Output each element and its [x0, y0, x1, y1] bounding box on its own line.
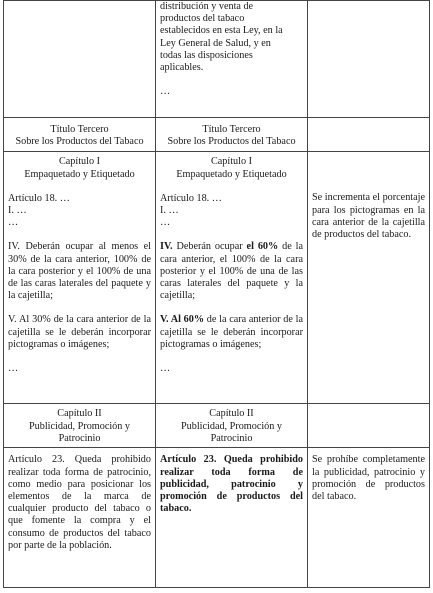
chapter-subtitle: Patrocinio	[58, 432, 101, 444]
table-cell	[4, 404, 156, 448]
section-title: Título Tercero	[50, 124, 109, 135]
text-line: Ley General de Salud, y en	[160, 37, 271, 49]
chapter-subtitle: Publicidad, Promoción y	[180, 420, 283, 432]
cell-text	[160, 1, 303, 98]
table-cell	[4, 448, 156, 588]
text-line: distribución y venta de	[160, 1, 254, 12]
article-text: Artículo 23. Queda prohibido realizar toda forma de patrocinio, como medio para posicionar los elementos de la marca de cualquier producto del tabaco o que fomente la compra y el consumo de productos del tabaco por parte de la población.	[8, 454, 151, 551]
table-cell	[156, 1, 308, 118]
table-row	[4, 404, 430, 448]
table-row	[4, 152, 430, 404]
chapter-title: Capítulo II	[57, 408, 102, 420]
fraccion-v: V. Al 60% de la cara anterior de la cajetilla se le deberán incorporar pictogramas o imágenes;	[160, 314, 303, 350]
table-cell	[308, 1, 430, 118]
section-title: Título Tercero	[202, 124, 261, 135]
table-cell	[4, 118, 156, 152]
table-cell	[308, 404, 430, 448]
fraccion-iv: IV. Deberán ocupar el 60% de la cara anterior, el 100% de la cara posterior y el 100% de una de las caras laterales del paquete y la cajetilla;	[160, 241, 304, 302]
article-text: Artículo 23. Queda prohibido realizar toda forma de publicidad, patrocinio y promoción de productos del tabaco.	[160, 454, 303, 515]
table-cell	[4, 152, 156, 404]
section-subtitle: Sobre los Productos del Tabaco	[167, 136, 296, 148]
ellipsis: …	[160, 363, 171, 375]
comment-text: Se prohíbe completamente la publicidad, patrocinio y promoción de productos del tabaco.	[312, 454, 425, 503]
item-label: I. …	[8, 205, 27, 217]
table-cell	[4, 1, 156, 118]
table-cell	[156, 448, 308, 588]
article-label: Artículo 18. …	[8, 192, 70, 204]
chapter-subtitle: Publicidad, Promoción y	[28, 420, 131, 432]
item-label: I. …	[160, 205, 179, 217]
table-cell	[156, 118, 308, 152]
table-cell	[308, 118, 430, 152]
chapter-subtitle: Patrocinio	[210, 432, 253, 444]
table-row	[4, 118, 430, 152]
text-line: productos del tabaco	[160, 13, 245, 25]
table-cell	[156, 404, 308, 448]
chapter-title: Capítulo II	[209, 408, 254, 420]
comment-text: Se incrementa el porcentaje para los pictogramas en la cara anterior de la cajetilla de productos del tabaco.	[312, 192, 425, 241]
ellipsis: …	[160, 217, 171, 229]
table-row	[4, 448, 430, 588]
text-line: todas las disposiciones	[160, 49, 253, 61]
text-line: establecidos en esta Ley, en la	[160, 25, 283, 37]
article-label: Artículo 18. …	[160, 192, 222, 204]
table-row	[4, 1, 430, 118]
section-subtitle: Sobre los Productos del Tabaco	[15, 136, 144, 148]
comparison-table	[3, 0, 430, 588]
ellipsis: …	[8, 217, 19, 229]
fraccion-iv: IV. Deberán ocupar al menos el 30% de la cara anterior, 100% de la cara posterior y el 100% de una de las caras laterales del paquete y la cajetilla;	[8, 241, 151, 302]
table-cell	[308, 152, 430, 404]
chapter-heading: Capítulo I Empaquetado y Etiquetado	[24, 156, 135, 180]
ellipsis: …	[160, 86, 171, 98]
fraccion-v: V. Al 30% de la cara anterior de la cajetilla se le deberán incorporar pictogramas o imágenes;	[8, 314, 151, 350]
document-page	[3, 0, 429, 590]
text-line: aplicables.	[160, 62, 204, 74]
chapter-heading: Capítulo I Empaquetado y Etiquetado	[176, 156, 287, 180]
ellipsis: …	[8, 363, 19, 375]
table-cell	[308, 448, 430, 588]
table-cell	[156, 152, 308, 404]
